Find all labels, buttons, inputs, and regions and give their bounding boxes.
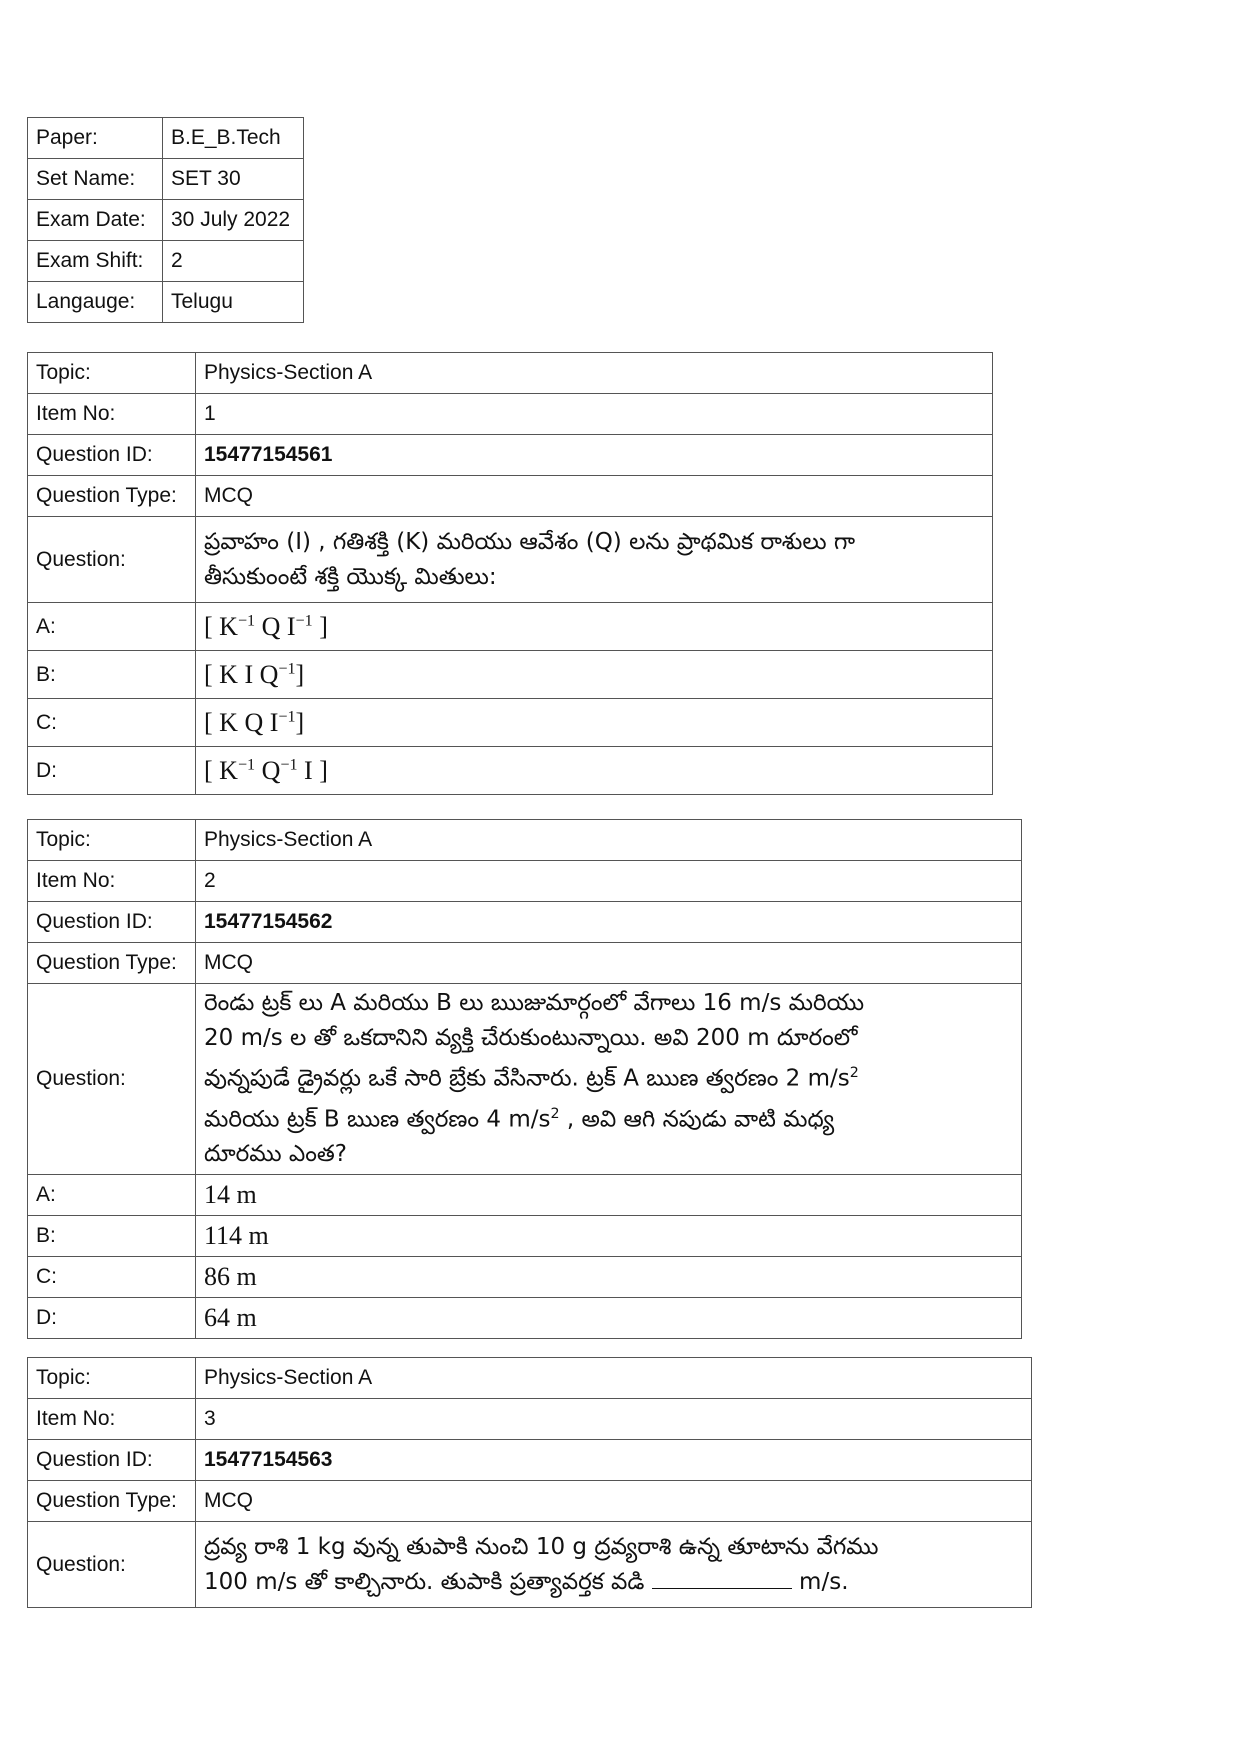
meta-row	[28, 159, 304, 200]
option-b-label: B:	[28, 1216, 196, 1257]
question-type-value: MCQ	[196, 943, 1022, 984]
topic-label: Topic:	[28, 1358, 196, 1399]
meta-row	[28, 282, 304, 323]
question-text-segment: m/s.	[791, 1568, 849, 1595]
answer-blank	[652, 1568, 792, 1589]
meta-label: Exam Shift:	[28, 241, 163, 282]
question-3-table	[27, 1357, 1032, 1608]
question-text-line: తీసుకుంంటే శక్తి యొక్క మితులు:	[204, 563, 497, 590]
question-text-line	[204, 1097, 1013, 1138]
question-text-line: ద్రవ్య రాశి 1 kg వున్న తుపాకి నుంచి 10 g ద్రవ్యరాశి ఉన్న తూటాను వేగము	[204, 1533, 879, 1560]
dim-exponent: −1	[295, 611, 313, 629]
option-row-c	[28, 699, 993, 747]
dim-symbol: Q	[261, 755, 281, 785]
question-text-line: దూరము ఎంత?	[204, 1141, 347, 1168]
unit-exponent: 2	[849, 1065, 859, 1081]
option-d-value: [ $K^{-1}$ $Q^{-1}$ I ]	[196, 747, 993, 795]
question-text-segment: మరియు ట్రక్ B ఋణ త్వరణం 4 m/s	[204, 1106, 551, 1133]
dim-symbol: Q	[259, 659, 279, 689]
question-label: Question:	[28, 517, 196, 603]
option-a-value: [ $K^{-1}$ Q $I^{-1}$ ]	[196, 603, 993, 651]
question-id-label: Question ID:	[28, 435, 196, 476]
item-no-row	[28, 394, 993, 435]
question-text	[196, 517, 993, 603]
question-type-label: Question Type:	[28, 476, 196, 517]
topic-row	[28, 1358, 1032, 1399]
item-no-label: Item No:	[28, 1399, 196, 1440]
item-no-row	[28, 861, 1022, 902]
option-row-a	[28, 603, 993, 651]
meta-value: SET 30	[163, 159, 304, 200]
dim-exponent: −1	[237, 755, 256, 773]
question-type-row	[28, 476, 993, 517]
question-text-line	[204, 1565, 1023, 1600]
question-text-line: రెండు ట్రక్ లు A మరియు B లు ఋజుమార్గంలో వేగాలు 16 m/s మరియు	[204, 990, 865, 1016]
question-row	[28, 984, 1022, 1175]
item-no-value: 3	[196, 1399, 1032, 1440]
unit-exponent: 2	[550, 1105, 560, 1122]
question-text-segment: , అవి ఆగి నపుడు వాటి మధ్య	[559, 1106, 835, 1133]
question-id-value: 15477154562	[196, 902, 1022, 943]
topic-row	[28, 820, 1022, 861]
meta-value: 2	[163, 241, 304, 282]
option-c-label: C:	[28, 1257, 196, 1298]
question-text-line	[204, 1056, 1013, 1097]
item-no-value: 1	[196, 394, 993, 435]
option-c-value: [ K Q $I^{-1}$]	[196, 699, 993, 747]
exam-meta-table	[27, 117, 304, 323]
option-a-label: A:	[28, 603, 196, 651]
option-row-b	[28, 651, 993, 699]
question-row	[28, 517, 993, 603]
question-text-line: 20 m/s ల తో ఒకదానిని వ్యక్తి చేరుకుంటున్నాయి. అవి 200 m దూరంలో	[204, 1025, 858, 1051]
meta-label: Exam Date:	[28, 200, 163, 241]
option-c-label: C:	[28, 699, 196, 747]
option-d-value: 64 m	[196, 1298, 1022, 1339]
meta-label: Paper:	[28, 118, 163, 159]
dim-symbol: I	[304, 755, 313, 785]
option-row-c	[28, 1257, 1022, 1298]
dim-symbol: I	[244, 659, 254, 689]
question-id-value: 15477154561	[196, 435, 993, 476]
option-a-label: A:	[28, 1175, 196, 1216]
question-type-label: Question Type:	[28, 1481, 196, 1522]
question-text	[196, 984, 1022, 1175]
item-no-label: Item No:	[28, 394, 196, 435]
question-text	[196, 1522, 1032, 1608]
dim-exponent: −1	[280, 755, 298, 773]
dim-symbol: Q	[244, 707, 264, 737]
option-b-label: B:	[28, 651, 196, 699]
question-type-value: MCQ	[196, 476, 993, 517]
meta-row	[28, 118, 304, 159]
option-a-value: 14 m	[196, 1175, 1022, 1216]
question-id-label: Question ID:	[28, 1440, 196, 1481]
question-label: Question:	[28, 984, 196, 1175]
meta-row	[28, 241, 304, 282]
dim-symbol: K	[219, 611, 238, 641]
topic-label: Topic:	[28, 353, 196, 394]
question-label: Question:	[28, 1522, 196, 1608]
option-c-value: 86 m	[196, 1257, 1022, 1298]
option-b-value: [ K I $Q^{-1}$]	[196, 651, 993, 699]
meta-value: 30 July 2022	[163, 200, 304, 241]
topic-value: Physics-Section A	[196, 1358, 1032, 1399]
dim-symbol: K	[219, 707, 238, 737]
question-type-row	[28, 943, 1022, 984]
question-text-line: ప్రవాహం (I) , గతిశక్తి (K) మరియు ఆవేశం (Q) లను ప్రాథమిక రాశులు గా	[204, 528, 856, 555]
option-d-label: D:	[28, 747, 196, 795]
question-2-table	[27, 819, 1022, 1339]
dim-exponent: −1	[278, 707, 296, 725]
meta-label: Set Name:	[28, 159, 163, 200]
question-1-table	[27, 352, 993, 795]
dim-exponent: −1	[278, 659, 296, 677]
topic-label: Topic:	[28, 820, 196, 861]
question-id-row	[28, 902, 1022, 943]
option-row-d	[28, 1298, 1022, 1339]
question-id-row	[28, 1440, 1032, 1481]
meta-label: Langauge:	[28, 282, 163, 323]
question-type-value: MCQ	[196, 1481, 1032, 1522]
question-text-segment: 100 m/s తో కాల్చినారు. తుపాకి ప్రత్యావర్తక వడి	[204, 1568, 645, 1595]
question-row	[28, 1522, 1032, 1608]
dim-symbol: I	[269, 707, 279, 737]
question-id-row	[28, 435, 993, 476]
meta-value: Telugu	[163, 282, 304, 323]
meta-value: B.E_B.Tech	[163, 118, 304, 159]
dim-symbol: K	[219, 659, 238, 689]
item-no-label: Item No:	[28, 861, 196, 902]
option-row-b	[28, 1216, 1022, 1257]
topic-value: Physics-Section A	[196, 353, 993, 394]
question-type-label: Question Type:	[28, 943, 196, 984]
option-b-value: 114 m	[196, 1216, 1022, 1257]
option-d-label: D:	[28, 1298, 196, 1339]
option-row-d	[28, 747, 993, 795]
dim-symbol: I	[286, 611, 296, 641]
question-id-value: 15477154563	[196, 1440, 1032, 1481]
topic-value: Physics-Section A	[196, 820, 1022, 861]
question-text-segment: వున్నపుడే డ్రైవర్లు ఒకే సారి బ్రేకు వేసినారు. ట్రక్ A ఋణ త్వరణం 2 m/s	[204, 1065, 850, 1092]
question-type-row	[28, 1481, 1032, 1522]
topic-row	[28, 353, 993, 394]
item-no-value: 2	[196, 861, 1022, 902]
dim-exponent: −1	[237, 611, 256, 629]
dim-symbol: Q	[261, 611, 281, 641]
dim-symbol: K	[219, 755, 238, 785]
meta-row	[28, 200, 304, 241]
question-id-label: Question ID:	[28, 902, 196, 943]
item-no-row	[28, 1399, 1032, 1440]
option-row-a	[28, 1175, 1022, 1216]
